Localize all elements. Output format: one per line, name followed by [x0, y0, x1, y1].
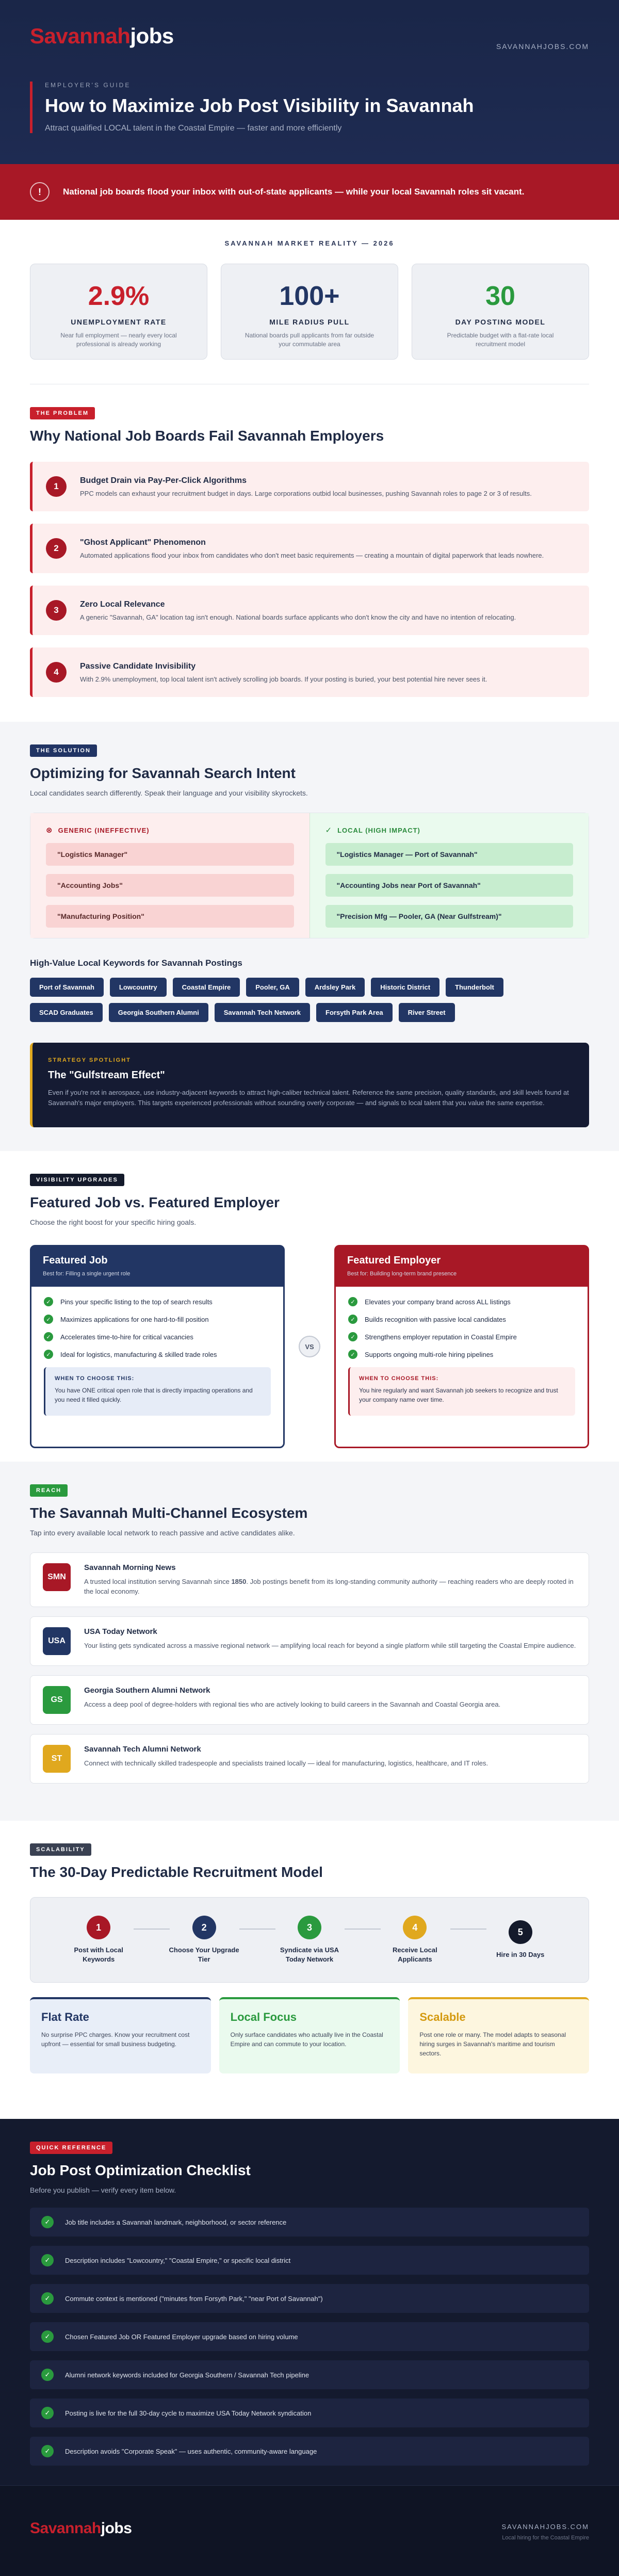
- step-number: 4: [403, 1916, 427, 1939]
- step-label: Post with Local Keywords: [74, 1946, 123, 1963]
- feature-cards: [30, 1997, 589, 2073]
- feature-desc: No surprise PPC charges. Know your recruitment cost upfront — essential for small business budgeting.: [41, 2031, 190, 2048]
- checklist-title: Job Post Optimization Checklist: [30, 2162, 251, 2178]
- stat-label: DAY POSTING MODEL: [455, 318, 546, 326]
- step-connector: [345, 1929, 381, 1930]
- check-icon: ✓: [44, 1332, 53, 1341]
- featured-employer-body: [336, 1287, 588, 1426]
- channel-text: [84, 1745, 488, 1773]
- strategy-spotlight: [30, 1043, 589, 1127]
- check-icon: ✓: [348, 1350, 357, 1359]
- check-icon: ✓: [348, 1332, 357, 1341]
- featured-job-card[interactable]: [30, 1245, 285, 1448]
- feature-desc: Post one role or many. The model adapts to seasonal hiring surges in Savannah's maritime and tourism sectors.: [419, 2031, 566, 2057]
- featured-employer-when: [348, 1367, 575, 1416]
- channel-desc: Access a deep pool of degree-holders with regional ties who are actively looking to build careers in the Savannah and Coastal Georgia area.: [84, 1700, 501, 1708]
- step-label: Choose Your Upgrade Tier: [169, 1946, 239, 1963]
- checklist-item[interactable]: [30, 2284, 589, 2313]
- generic-keyword: "Manufacturing Position": [46, 905, 294, 928]
- checklist-item[interactable]: [30, 2322, 589, 2351]
- checklist-text: Posting is live for the full 30-day cycle to maximize USA Today Network syndication: [65, 2409, 312, 2417]
- process-step: [168, 1916, 240, 1964]
- page-subtitle: Attract qualified LOCAL talent in the Coastal Empire — faster and more efficiently: [45, 124, 342, 133]
- stat-number: 2.9%: [88, 281, 150, 311]
- benefit-text: Supports ongoing multi-role hiring pipelines: [365, 1350, 494, 1358]
- keyword-comparison: [30, 813, 589, 938]
- benefit-text: Pins your specific listing to the top of search results: [60, 1298, 213, 1306]
- stat-number: 100+: [279, 281, 340, 311]
- step-connector: [134, 1929, 170, 1930]
- header: [0, 0, 619, 164]
- logo-text-white: jobs: [130, 24, 174, 48]
- problem-title: Budget Drain via Pay-Per-Click Algorithms: [80, 476, 247, 485]
- footer-url-block: [502, 2523, 589, 2541]
- featured-job-title: Featured Job: [43, 1255, 108, 1266]
- problem-text: [80, 538, 544, 559]
- check-icon: ✓: [41, 2407, 54, 2419]
- feature-title: Scalable: [419, 2011, 466, 2023]
- stats-row: [30, 264, 589, 360]
- problem-title: Zero Local Relevance: [80, 600, 165, 609]
- step-number: 2: [192, 1916, 216, 1939]
- page-title: How to Maximize Job Post Visibility in Savannah: [45, 95, 474, 116]
- vs-badge: VS: [299, 1336, 320, 1357]
- checklist-text: Chosen Featured Job OR Featured Employer upgrade based on hiring volume: [65, 2332, 298, 2341]
- check-icon: ✓: [44, 1297, 53, 1306]
- keyword-chip[interactable]: Coastal Empire: [173, 978, 240, 997]
- problem-desc: PPC models can exhaust your recruitment budget in days. Large corporations outbid local businesses, pushing Savannah roles to page 2 or 3 of results.: [80, 489, 532, 497]
- solution-subtitle: Local candidates search differently. Speak their language and your visibility skyrockets.: [30, 789, 308, 797]
- step-connector: [450, 1929, 486, 1930]
- feature-title: Local Focus: [230, 2011, 297, 2023]
- check-icon: ✓: [41, 2330, 54, 2343]
- featured-job-list: [44, 1297, 271, 1359]
- channel-name: Savannah Tech Alumni Network: [84, 1745, 201, 1754]
- step-number: 3: [298, 1916, 321, 1939]
- featured-employer-sub: Best for: Building long-term brand presence: [347, 1271, 457, 1277]
- check-icon: ✓: [41, 2216, 54, 2228]
- keyword-chip[interactable]: SCAD Graduates: [30, 1003, 103, 1022]
- alert-text: National job boards flood your inbox with out-of-state applicants — while your local Savannah roles sit vacant.: [63, 187, 525, 197]
- hero: [30, 82, 589, 133]
- problem-item: [30, 524, 589, 573]
- problem-number: 1: [46, 476, 67, 497]
- benefit-item: [44, 1297, 271, 1306]
- benefit-item: [348, 1350, 575, 1359]
- reach-subtitle: Tap into every available local network to reach passive and active candidates alike.: [30, 1529, 295, 1537]
- reach-section: [0, 1462, 619, 1821]
- keyword-chip[interactable]: Historic District: [371, 978, 439, 997]
- visibility-section: [0, 1151, 619, 1462]
- problem-section: [0, 384, 619, 722]
- generic-header-label: GENERIC (INEFFECTIVE): [58, 826, 150, 834]
- when-desc: You have ONE critical open role that is directly impacting operations and you need it filled quickly.: [55, 1387, 253, 1403]
- featured-job-body: [31, 1287, 283, 1426]
- problem-item: [30, 647, 589, 697]
- feature-card: [408, 1997, 589, 2073]
- feature-title: Flat Rate: [41, 2011, 89, 2023]
- benefit-item: [44, 1350, 271, 1359]
- check-icon: ✓: [325, 826, 333, 835]
- problem-title: Passive Candidate Invisibility: [80, 661, 196, 671]
- cross-circle-icon: ⊗: [46, 826, 53, 835]
- channel-logo: ST: [43, 1745, 71, 1773]
- benefit-item: [44, 1315, 271, 1324]
- featured-job-sub: Best for: Filling a single urgent role: [43, 1271, 131, 1277]
- keyword-chip[interactable]: Forsyth Park Area: [316, 1003, 393, 1022]
- benefit-item: [348, 1315, 575, 1324]
- keyword-chip[interactable]: Savannah Tech Network: [215, 1003, 310, 1022]
- stat-label: UNEMPLOYMENT RATE: [71, 318, 167, 326]
- visibility-title: Featured Job vs. Featured Employer: [30, 1194, 280, 1210]
- channel-name: Georgia Southern Alumni Network: [84, 1686, 210, 1695]
- local-keyword: "Logistics Manager — Port of Savannah": [325, 843, 574, 866]
- checklist-text: Commute context is mentioned ("minutes from Forsyth Park," "near Port of Savannah"): [65, 2294, 323, 2303]
- featured-employer-header: [336, 1246, 588, 1287]
- market-title: SAVANNAH MARKET REALITY — 2026: [224, 239, 395, 247]
- problem-title: "Ghost Applicant" Phenomenon: [80, 538, 206, 547]
- local-header: [325, 825, 574, 835]
- check-icon: ✓: [41, 2254, 54, 2266]
- process-step: [273, 1916, 346, 1964]
- logo-text-white: jobs: [101, 2520, 132, 2537]
- section-tag-checklist: QUICK REFERENCE: [30, 2142, 112, 2154]
- problem-desc: A generic "Savannah, GA" location tag isn't enough. National boards surface applicants who don't know the city and have no intention of relocating.: [80, 613, 516, 621]
- when-desc: You hire regularly and want Savannah job seekers to recognize and trust your company name over time.: [359, 1387, 558, 1403]
- section-tag-solution: THE SOLUTION: [30, 744, 97, 757]
- keywords-title: High-Value Local Keywords for Savannah Postings: [30, 958, 242, 968]
- keyword-chip[interactable]: Thunderbolt: [446, 978, 503, 997]
- footer-subtext: Local hiring for the Coastal Empire: [502, 2535, 589, 2541]
- checklist-item[interactable]: [30, 2399, 589, 2427]
- site-logo[interactable]: [30, 24, 174, 48]
- keyword-chip[interactable]: Georgia Southern Alumni: [109, 1003, 208, 1022]
- checklist-text: Description avoids "Corporate Speak" — uses authentic, community-aware language: [65, 2447, 317, 2455]
- feature-card: [219, 1997, 400, 2073]
- keyword-list: [30, 978, 546, 1022]
- checklist-section: [0, 2119, 619, 2485]
- keyword-chip[interactable]: River Street: [399, 1003, 455, 1022]
- problem-item: [30, 462, 589, 511]
- channel-name: Savannah Morning News: [84, 1563, 176, 1572]
- step-label: Hire in 30 Days: [496, 1951, 545, 1958]
- local-header-label: LOCAL (HIGH IMPACT): [337, 826, 420, 834]
- step-label: Syndicate via USA Today Network: [280, 1946, 339, 1963]
- channel-desc: Your listing gets syndicated across a massive regional network — amplifying local reach for beyond a single platform while still targeting the Coastal Empire audience.: [84, 1642, 576, 1649]
- benefit-text: Maximizes applications for one hard-to-fill position: [60, 1315, 209, 1323]
- solution-title: Optimizing for Savannah Search Intent: [30, 765, 296, 781]
- footer-logo[interactable]: [30, 2520, 132, 2537]
- keyword-chip[interactable]: Ardsley Park: [305, 978, 365, 997]
- stat-number: 30: [485, 281, 515, 311]
- local-keyword: "Precision Mfg — Pooler, GA (Near Gulfstream)": [325, 905, 574, 928]
- section-tag-reach: REACH: [30, 1484, 68, 1497]
- channel-logo: USA: [43, 1627, 71, 1655]
- featured-job-when: [44, 1367, 271, 1416]
- channel-highlight: 1850: [231, 1578, 247, 1585]
- stat-card: [30, 264, 207, 360]
- generic-header: [46, 825, 294, 835]
- spotlight-eyebrow: STRATEGY SPOTLIGHT: [48, 1057, 131, 1063]
- logo-text-red: Savannah: [30, 24, 131, 48]
- visibility-cards: [30, 1245, 589, 1448]
- checklist-text: Alumni network keywords included for Georgia Southern / Savannah Tech pipeline: [65, 2371, 310, 2379]
- check-icon: ✓: [44, 1315, 53, 1324]
- checklist-item[interactable]: [30, 2437, 589, 2466]
- step-number: 1: [87, 1916, 110, 1939]
- spotlight-title: The "Gulfstream Effect": [48, 1070, 165, 1081]
- stat-card: [412, 264, 589, 360]
- market-reality-section: [0, 220, 619, 384]
- problem-title: Why National Job Boards Fail Savannah Employers: [30, 428, 384, 444]
- problem-number: 4: [46, 662, 67, 683]
- channel-item[interactable]: [30, 1552, 589, 1607]
- checklist-item[interactable]: [30, 2208, 589, 2237]
- channel-item[interactable]: [30, 1675, 589, 1725]
- benefit-text: Elevates your company brand across ALL listings: [365, 1298, 511, 1306]
- local-keyword: "Accounting Jobs near Port of Savannah": [325, 874, 574, 897]
- section-tag-scalability: SCALABILITY: [30, 1843, 91, 1856]
- local-column: [310, 813, 589, 938]
- problem-desc: Automated applications flood your inbox from candidates who don't meet basic requirements — creating a mountain of digital paperwork that leads nowhere.: [80, 551, 544, 559]
- benefit-text: Strengthens employer reputation in Coastal Empire: [365, 1333, 517, 1341]
- checklist-list: [30, 2208, 589, 2466]
- benefit-item: [348, 1332, 575, 1341]
- scalability-section: [0, 1821, 619, 2119]
- check-icon: ✓: [41, 2292, 54, 2305]
- alert-icon: !: [30, 182, 50, 202]
- channel-text: [84, 1686, 500, 1714]
- keyword-chip[interactable]: Pooler, GA: [246, 978, 299, 997]
- problem-list: [30, 462, 589, 697]
- hero-eyebrow: EMPLOYER'S GUIDE: [45, 82, 131, 89]
- channel-desc: Connect with technically skilled tradespeople and specialists trained locally — ideal for manufacturing, logistics, healthcare, and IT roles.: [84, 1759, 488, 1767]
- when-title: WHEN TO CHOOSE THIS:: [359, 1375, 439, 1382]
- process-step: [379, 1916, 451, 1964]
- feature-card: [30, 1997, 211, 2073]
- check-icon: ✓: [41, 2369, 54, 2381]
- process-step: [62, 1916, 135, 1964]
- problem-number: 2: [46, 538, 67, 559]
- feature-desc: Only surface candidates who actually live in the Coastal Empire and can commute to your location.: [230, 2031, 383, 2048]
- solution-section: [0, 722, 619, 1151]
- step-label: Receive Local Applicants: [393, 1946, 437, 1963]
- featured-employer-list: [348, 1297, 575, 1359]
- benefit-text: Ideal for logistics, manufacturing & skilled trade roles: [60, 1350, 217, 1358]
- step-number: 5: [509, 1920, 532, 1944]
- footer: [0, 2485, 619, 2576]
- benefit-text: Accelerates time-to-hire for critical vacancies: [60, 1333, 193, 1341]
- step-connector: [239, 1929, 275, 1930]
- process-step: [484, 1920, 557, 1959]
- vs-divider: [285, 1245, 334, 1448]
- channel-name: USA Today Network: [84, 1627, 157, 1636]
- check-icon: ✓: [41, 2445, 54, 2457]
- featured-job-header: [31, 1246, 283, 1287]
- checklist-subtitle: Before you publish — verify every item below.: [30, 2186, 176, 2194]
- footer-url[interactable]: SAVANNAHJOBS.COM: [501, 2523, 589, 2531]
- checklist-item[interactable]: [30, 2360, 589, 2389]
- stat-card: [221, 264, 398, 360]
- generic-keyword: "Accounting Jobs": [46, 874, 294, 897]
- channel-text: [84, 1563, 576, 1596]
- problem-number: 3: [46, 600, 67, 621]
- benefit-item: [44, 1332, 271, 1341]
- section-tag-problem: THE PROBLEM: [30, 407, 95, 419]
- benefit-text: Builds recognition with passive local candidates: [365, 1315, 506, 1323]
- stat-desc: Predictable budget with a flat-rate local recruitment model: [447, 332, 554, 348]
- channel-logo: GS: [43, 1686, 71, 1714]
- channel-desc: A trusted local institution serving Savannah since 1850. Job postings benefit from its long-standing community authority — reaching readers who are deeply rooted in the local economy.: [84, 1578, 574, 1595]
- checklist-item[interactable]: [30, 2246, 589, 2275]
- problem-item: [30, 586, 589, 635]
- channel-item[interactable]: [30, 1734, 589, 1784]
- featured-employer-title: Featured Employer: [347, 1255, 441, 1266]
- problem-text: [80, 662, 487, 683]
- logo-text-red: Savannah: [30, 2520, 101, 2537]
- channel-item[interactable]: [30, 1616, 589, 1666]
- channel-text: [84, 1627, 576, 1655]
- stat-desc: Near full employment — nearly every local professional is already working: [60, 332, 177, 348]
- site-url[interactable]: SAVANNAHJOBS.COM: [496, 42, 589, 51]
- problem-text: [80, 600, 516, 621]
- check-icon: ✓: [44, 1350, 53, 1359]
- stat-desc: National boards pull applicants from far outside your commutable area: [245, 332, 374, 348]
- keyword-chip[interactable]: Lowcountry: [110, 978, 167, 997]
- problem-desc: With 2.9% unemployment, top local talent isn't actively scrolling job boards. If your posting is buried, your best potential hire never sees it.: [80, 675, 487, 683]
- keyword-chip[interactable]: Port of Savannah: [30, 978, 104, 997]
- when-title: WHEN TO CHOOSE THIS:: [55, 1375, 135, 1382]
- reach-title: The Savannah Multi-Channel Ecosystem: [30, 1505, 308, 1521]
- section-tag-visibility: VISIBILITY UPGRADES: [30, 1174, 124, 1186]
- checklist-text: Description includes "Lowcountry," "Coastal Empire," or specific local district: [65, 2256, 291, 2264]
- generic-keyword: "Logistics Manager": [46, 843, 294, 866]
- scalability-title: The 30-Day Predictable Recruitment Model: [30, 1864, 323, 1880]
- process-steps: [30, 1897, 589, 1983]
- checklist-text: Job title includes a Savannah landmark, neighborhood, or sector reference: [65, 2218, 287, 2226]
- problem-text: [80, 476, 532, 497]
- check-icon: ✓: [348, 1297, 357, 1306]
- alert-banner: [0, 164, 619, 220]
- channel-logo: SMN: [43, 1563, 71, 1591]
- featured-employer-card[interactable]: [334, 1245, 589, 1448]
- visibility-subtitle: Choose the right boost for your specific hiring goals.: [30, 1218, 197, 1226]
- generic-column: [30, 813, 310, 938]
- spotlight-text: Even if you're not in aerospace, use industry-adjacent keywords to attract high-caliber technical talent. Reference the same precision, quality standards, and skill levels found at Savannah's major employers. This targets experienced professionals without sounding overly corporate — and signals to local talent that you value the same expertise.: [48, 1089, 569, 1107]
- check-icon: ✓: [348, 1315, 357, 1324]
- benefit-item: [348, 1297, 575, 1306]
- stat-label: MILE RADIUS PULL: [269, 318, 350, 326]
- channel-list: [30, 1552, 589, 1784]
